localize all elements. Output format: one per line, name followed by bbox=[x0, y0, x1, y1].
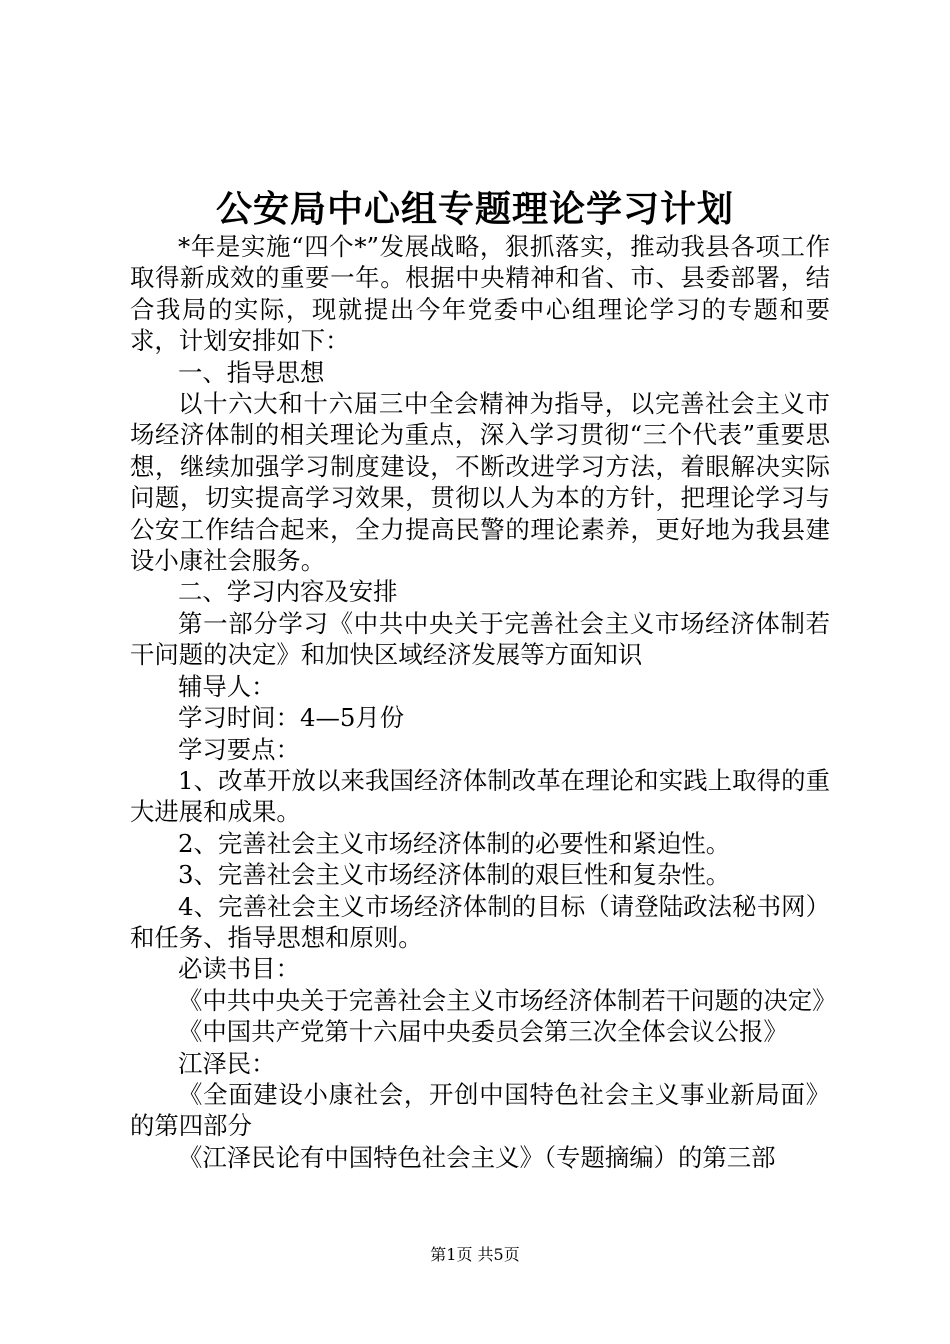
list-item-book-4: 《江泽民论有中国特色社会主义》（专题摘编）的第三部 bbox=[178, 1142, 776, 1172]
paragraph-part-one: 第一部分学习《中共中央关于完善社会主义市场经济体制若干问题的决定》和加快区域经济发展等方面知识 bbox=[130, 608, 830, 670]
list-item-book-3: 《全面建设小康社会，开创中国特色社会主义事业新局面》的第四部分 bbox=[130, 1079, 830, 1141]
section-heading-study-content: 二、学习内容及安排 bbox=[178, 577, 398, 607]
list-item-book-2: 《中国共产党第十六届中央委员会第三次全体会议公报》 bbox=[178, 1017, 788, 1047]
list-item-point-1: 1、改革开放以来我国经济体制改革在理论和实践上取得的重大进展和成果。 bbox=[130, 765, 830, 827]
list-item-point-2: 2、完善社会主义市场经济体制的必要性和紧迫性。 bbox=[178, 828, 731, 858]
paragraph-study-time: 学习时间：4—5月份 bbox=[178, 703, 405, 733]
list-item-point-3: 3、完善社会主义市场经济体制的艰巨性和复杂性。 bbox=[178, 860, 731, 890]
page-footer: 第1页 共5页 bbox=[430, 1245, 520, 1264]
paragraph-required-reading: 必读书目： bbox=[178, 954, 300, 984]
paragraph-study-points: 学习要点： bbox=[178, 734, 300, 764]
paragraph-tutor: 辅导人： bbox=[178, 671, 276, 701]
list-item-point-4: 4、完善社会主义市场经济体制的目标（请登陆政法秘书网）和任务、指导思想和原则。 bbox=[130, 891, 830, 952]
list-item-book-1: 《中共中央关于完善社会主义市场经济体制若干问题的决定》 bbox=[178, 985, 837, 1015]
section-heading-guiding-thought: 一、指导思想 bbox=[178, 357, 325, 387]
paragraph-guiding-thought: 以十六大和十六届三中全会精神为指导，以完善社会主义市场经济体制的相关理论为重点，深入学习贯彻“三个代表”重要思想，继续加强学习制度建设，不断改进学习方法，着眼解决实际问题，切实提高学习效果，贯彻以人为本的方针，把理论学习与公安工作结合起来，全力提高民警的理论素养，更好地为我县建设小康社会服务。 bbox=[130, 389, 830, 576]
paragraph-intro: *年是实施“四个*”发展战略，狠抓落实，推动我县各项工作取得新成效的重要一年。根据中央精神和省、市、县委部署，结合我局的实际，现就提出今年党委中心组理论学习的专题和要求，计划安排如下： bbox=[130, 232, 830, 356]
document-body bbox=[130, 231, 837, 1173]
document-title: 公安局中心组专题理论学习计划 bbox=[215, 188, 734, 230]
paragraph-author: 江泽民： bbox=[178, 1048, 276, 1078]
